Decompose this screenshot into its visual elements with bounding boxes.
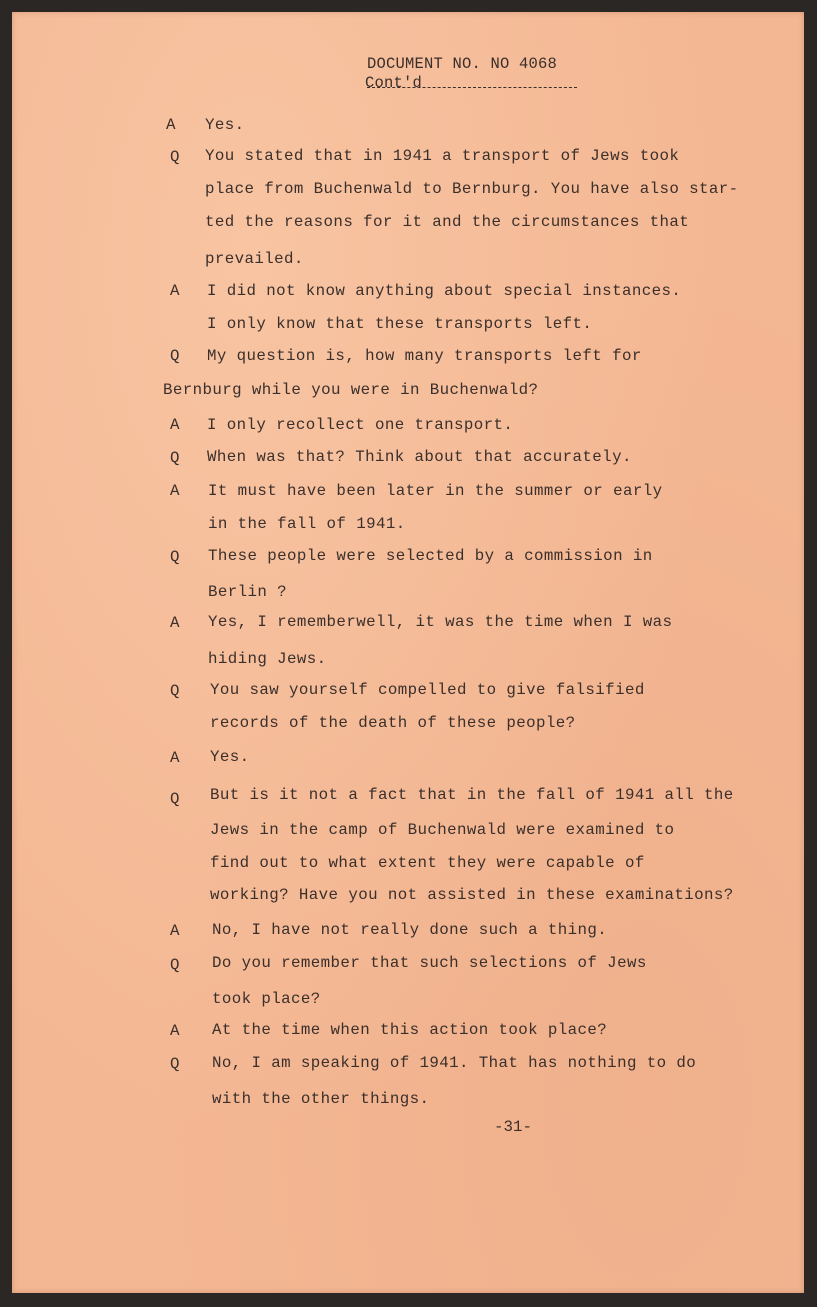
transcript-line: I only recollect one transport.	[207, 416, 514, 434]
transcript-line: These people were selected by a commission in	[208, 547, 653, 565]
speaker-label: Q	[170, 682, 180, 700]
speaker-label: Q	[170, 347, 180, 365]
transcript-line: Do you remember that such selections of Jews	[212, 954, 647, 972]
transcript-line: You saw yourself compelled to give falsified	[210, 681, 645, 699]
transcript-line: Berlin ?	[208, 583, 288, 601]
transcript-line: No, I have not really done such a thing.	[212, 921, 608, 939]
header-underline	[367, 87, 577, 88]
transcript-line: I did not know anything about special instances.	[207, 282, 682, 300]
transcript-line: Bernburg while you were in Buchenwald?	[163, 381, 539, 399]
transcript-line: When was that? Think about that accurately.	[207, 448, 632, 466]
speaker-label: Q	[170, 790, 180, 808]
transcript-line: took place?	[212, 990, 321, 1008]
speaker-label: A	[166, 116, 176, 134]
transcript-line: working? Have you not assisted in these examinations?	[210, 886, 734, 904]
speaker-label: A	[170, 749, 180, 767]
speaker-label: A	[170, 282, 180, 300]
speaker-label: Q	[170, 956, 180, 974]
transcript-line: Jews in the camp of Buchenwald were examined to	[210, 821, 675, 839]
speaker-label: A	[170, 614, 180, 632]
transcript-line: in the fall of 1941.	[208, 515, 406, 533]
transcript-line: Yes.	[205, 116, 245, 134]
speaker-label: A	[170, 416, 180, 434]
transcript-line: records of the death of these people?	[210, 714, 576, 732]
transcript-line: But is it not a fact that in the fall of 1941 all the	[210, 786, 734, 804]
transcript-line: hiding Jews.	[208, 650, 327, 668]
speaker-label: Q	[170, 449, 180, 467]
transcript-line: Yes, I rememberwell, it was the time when I was	[208, 613, 673, 631]
speaker-label: Q	[170, 148, 180, 166]
continued-label: Cont'd	[365, 74, 423, 92]
speaker-label: Q	[170, 1055, 180, 1073]
speaker-label: Q	[170, 548, 180, 566]
transcript-line: You stated that in 1941 a transport of Jews took	[205, 147, 680, 165]
transcript-line: No, I am speaking of 1941. That has nothing to do	[212, 1054, 697, 1072]
transcript-line: with the other things.	[212, 1090, 430, 1108]
document-number: DOCUMENT NO. NO 4068	[367, 55, 558, 73]
transcript-line: Yes.	[210, 748, 250, 766]
transcript-line: It must have been later in the summer or early	[208, 482, 663, 500]
transcript-line: My question is, how many transports left for	[207, 347, 642, 365]
transcript-line: place from Buchenwald to Bernburg. You have also star-	[205, 180, 739, 198]
transcript-line: At the time when this action took place?	[212, 1021, 608, 1039]
speaker-label: A	[170, 482, 180, 500]
page-number: -31-	[494, 1118, 532, 1136]
speaker-label: A	[170, 922, 180, 940]
speaker-label: A	[170, 1022, 180, 1040]
transcript-line: find out to what extent they were capable of	[210, 854, 645, 872]
transcript-line: I only know that these transports left.	[207, 315, 593, 333]
transcript-line: ted the reasons for it and the circumstances that	[205, 213, 690, 231]
transcript-line: prevailed.	[205, 250, 304, 268]
document-header	[365, 55, 558, 92]
